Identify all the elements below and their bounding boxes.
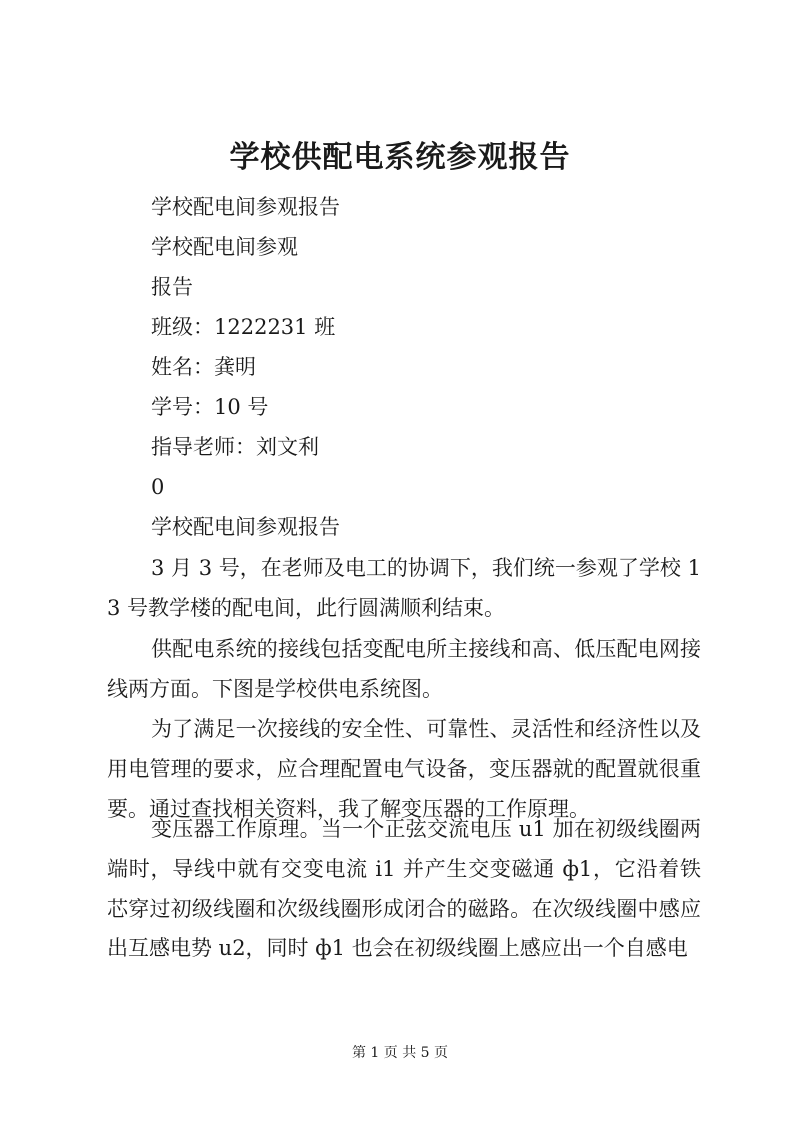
header-line-zero: 0 [151,475,165,499]
header-line-report-title: 学校配电间参观报告 [151,195,340,219]
paragraph-transformer-principle: 变压器工作原理。当一个正弦交流电压 u1 加在初级线圈两端时，导线中就有交变电流 i1 并产生交变磁通 ф1，它沿着铁芯穿过初级线圈和次级线圈形成闭合的磁路。在次级线圈中感应出互感电势 u2，同时 ф1 也会在初级线圈上感应出一个自感电 [107,817,701,961]
header-line-report: 报告 [151,275,193,299]
header-line-report-subtitle: 学校配电间参观 [151,235,298,259]
header-line-class: 班级：1222231 班 [151,315,336,339]
document-title: 学校供配电系统参观报告 [229,140,571,175]
paragraph-visit: 3 月 3 号，在老师及电工的协调下，我们统一参观了学校 13 号教学楼的配电间，此行圆满顺利结束。 [107,556,701,620]
header-line-student-id: 学号：10 号 [151,395,269,419]
page-footer: 第 1 页 共 5 页 [351,1045,449,1061]
header-line-name: 姓名：龚明 [151,355,256,379]
paragraph-wiring: 供配电系统的接线包括变配电所主接线和高、低压配电网接线两方面。下图是学校供电系统图。 [107,637,701,701]
header-line-section-title: 学校配电间参观报告 [151,515,340,539]
paragraph-equipment: 为了满足一次接线的安全性、可靠性、灵活性和经济性以及用电管理的要求，应合理配置电气设备，变压器就的配置就很重要。通过查找相关资料，我了解变压器的工作原理。 [107,717,701,821]
header-line-instructor: 指导老师：刘文利 [151,435,319,459]
